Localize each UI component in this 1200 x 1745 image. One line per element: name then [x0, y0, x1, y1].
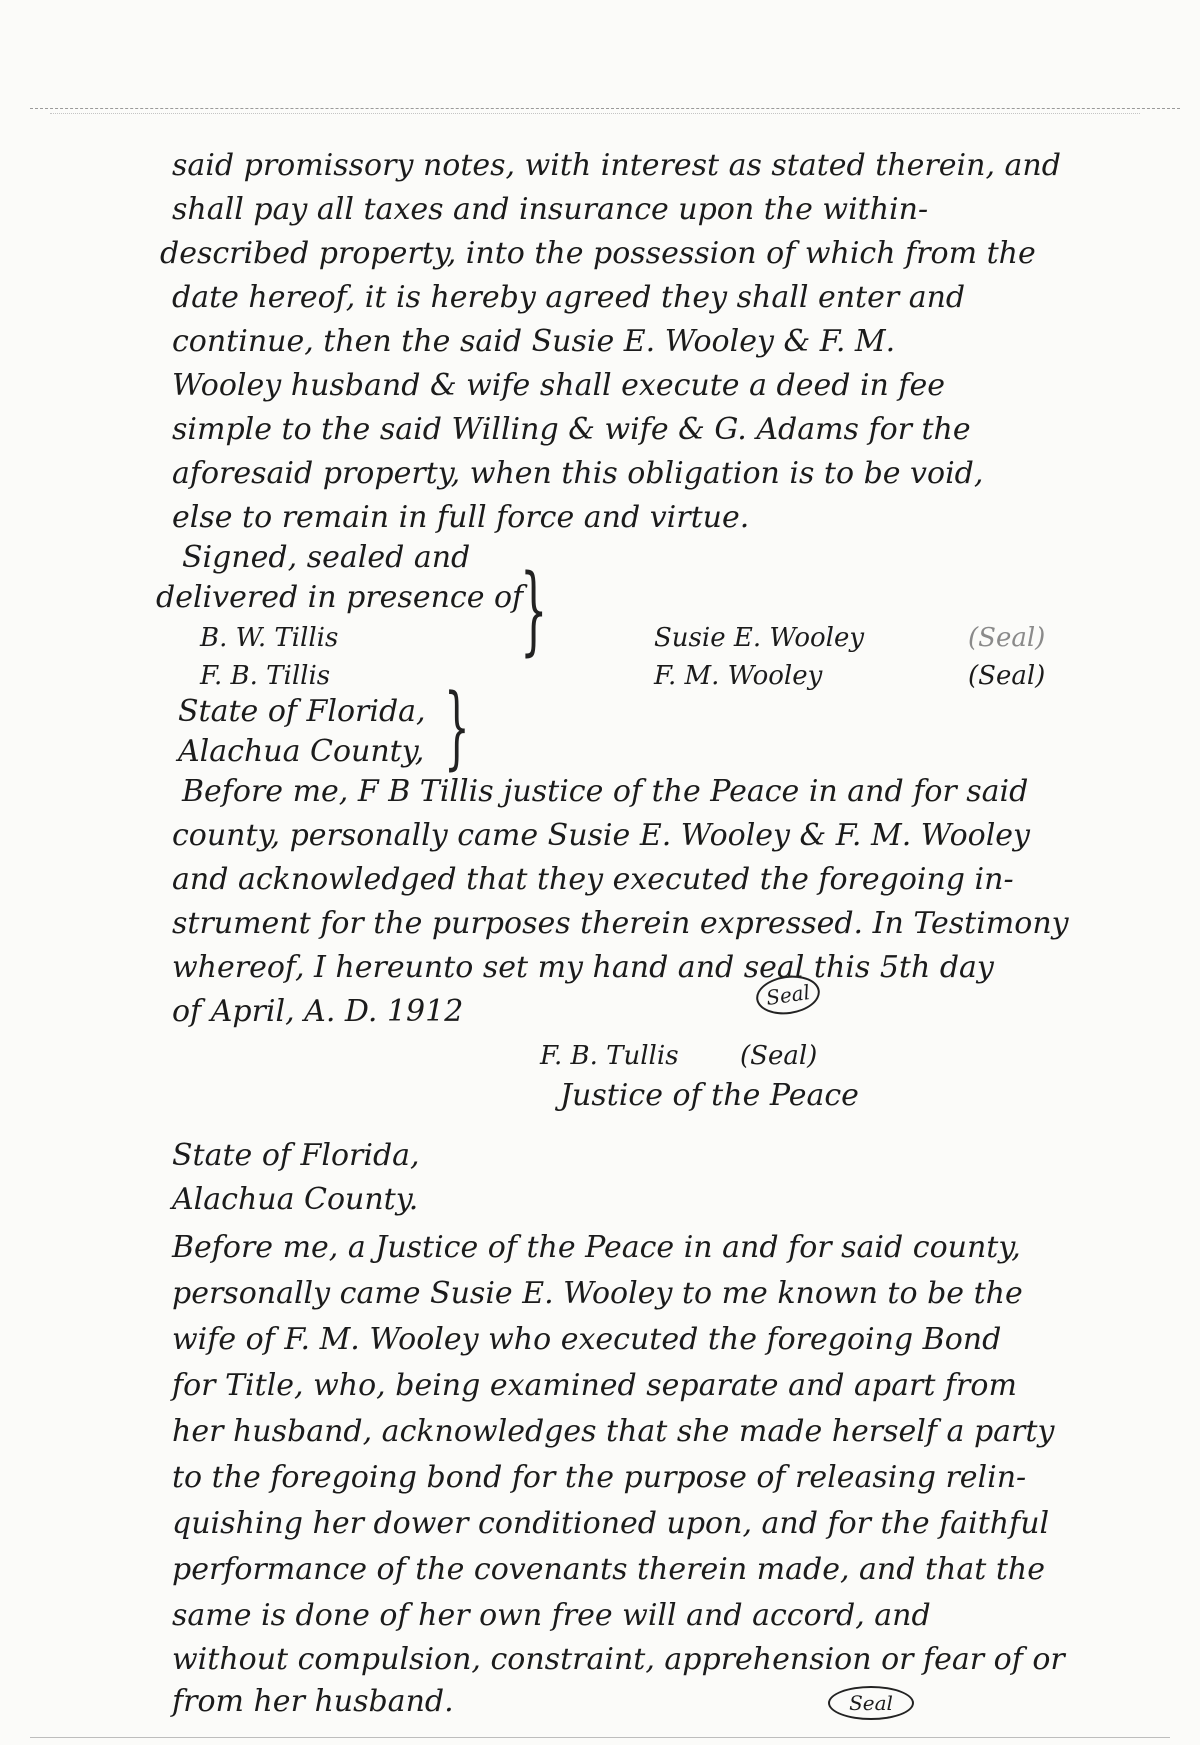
bond-line-5: continue, then the said Susie E. Wooley & F. M.	[172, 324, 896, 359]
witness-brace: }	[520, 554, 548, 666]
ack2-body-line-6: to the foregoing bond for the purpose of releasing relin-	[172, 1460, 1027, 1495]
ack2-venue-county: Alachua County.	[172, 1182, 419, 1217]
ack1-title: Justice of the Peace	[560, 1078, 859, 1113]
ack1-body-line-6: of April, A. D. 1912	[172, 994, 464, 1029]
ack2-body-line-11: from her husband.	[172, 1684, 454, 1719]
bond-line-9: else to remain in full force and virtue.	[172, 500, 750, 535]
ack2-body-line-2: personally came Susie E. Wooley to me known to be the	[172, 1276, 1023, 1311]
ack2-notary-seal: Seal	[828, 1686, 914, 1720]
witness-heading-1: Signed, sealed and	[182, 540, 471, 575]
ack2-body-line-10: without compulsion, constraint, apprehension or fear of or	[172, 1642, 1065, 1677]
ack1-body-line-5: whereof, I hereunto set my hand and seal this 5th day	[172, 950, 994, 985]
top-rule-faint	[50, 113, 1140, 114]
bond-line-6: Wooley husband & wife shall execute a deed in fee	[172, 368, 946, 403]
witness-2: F. B. Tillis	[200, 661, 331, 691]
signer-2-seal: (Seal)	[968, 661, 1046, 691]
ack2-body-line-1: Before me, a Justice of the Peace in and for said county,	[172, 1230, 1021, 1265]
ack1-body-line-3: and acknowledged that they executed the foregoing in-	[172, 862, 1014, 897]
ack2-body-line-3: wife of F. M. Wooley who executed the foregoing Bond	[172, 1322, 1002, 1357]
ack1-venue-state: State of Florida,	[178, 694, 426, 729]
signer-2: F. M. Wooley	[654, 661, 823, 691]
ack2-venue-state: State of Florida,	[172, 1138, 420, 1173]
bottom-rule	[30, 1737, 1170, 1738]
bond-line-7: simple to the said Willing & wife & G. Adams for the	[172, 412, 971, 447]
ack1-signature-seal: (Seal)	[740, 1041, 818, 1071]
ack1-notary-seal: Seal	[754, 972, 823, 1019]
signer-1: Susie E. Wooley	[654, 623, 865, 653]
ack2-body-line-8: performance of the covenants therein made, and that the	[172, 1552, 1045, 1587]
ack1-body-line-2: county, personally came Susie E. Wooley & F. M. Wooley	[172, 818, 1031, 853]
ack1-venue-brace: }	[444, 675, 470, 780]
ack1-venue-county: Alachua County,	[178, 734, 425, 769]
witness-heading-2: delivered in presence of	[156, 580, 524, 615]
bond-line-8: aforesaid property, when this obligation is to be void,	[172, 456, 984, 491]
top-rule	[30, 108, 1180, 109]
ack1-body-line-1: Before me, F B Tillis justice of the Peace in and for said	[182, 774, 1029, 809]
ack2-body-line-4: for Title, who, being examined separate and apart from	[172, 1368, 1017, 1403]
ack1-signature: F. B. Tullis	[540, 1041, 679, 1071]
ack2-body-line-7: quishing her dower conditioned upon, and for the faithful	[172, 1506, 1050, 1541]
ack2-body-line-5: her husband, acknowledges that she made herself a party	[172, 1414, 1055, 1449]
signer-1-seal: (Seal)	[968, 623, 1046, 653]
bond-line-2: shall pay all taxes and insurance upon the within-	[172, 192, 929, 227]
witness-1: B. W. Tillis	[200, 623, 339, 653]
bond-line-3: described property, into the possession of which from the	[160, 236, 1036, 271]
ack1-body-line-4: strument for the purposes therein expressed. In Testimony	[172, 906, 1069, 941]
bond-line-4: date hereof, it is hereby agreed they shall enter and	[172, 280, 966, 315]
bond-line-1: said promissory notes, with interest as stated therein, and	[172, 148, 1061, 183]
ack2-body-line-9: same is done of her own free will and accord, and	[172, 1598, 931, 1633]
